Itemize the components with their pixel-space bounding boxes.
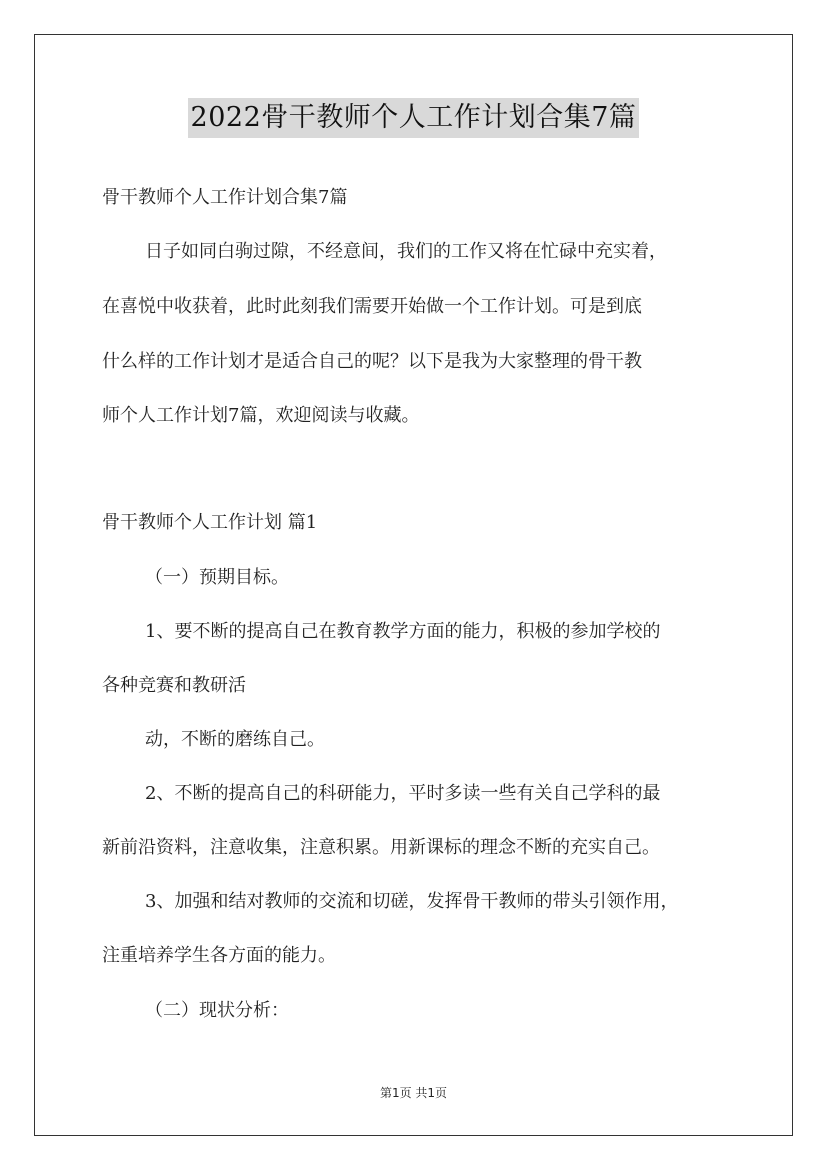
body-line-5: 2、不断的提高自己的科研能力，平时多读一些有关自己学科的最 [145,783,661,804]
body-line-8: 注重培养学生各方面的能力。 [102,945,336,966]
document-subtitle: 骨干教师个人工作计划合集7篇 [102,187,348,208]
intro-line-1: 日子如同白驹过隙，不经意间，我们的工作又将在忙碌中充实着， [145,241,667,262]
body-line-2: 1、要不断的提高自己在教育教学方面的能力，积极的参加学校的 [145,621,661,642]
title-container [0,98,827,138]
page-footer: 第1页 共1页 [379,1086,448,1100]
intro-line-4: 师个人工作计划7篇，欢迎阅读与收藏。 [102,405,420,426]
body-line-6: 新前沿资料，注意收集，注意积累。用新课标的理念不断的充实自己。 [102,837,660,858]
body-line-1: （一）预期目标。 [145,567,289,588]
intro-line-2: 在喜悦中收获着，此时此刻我们需要开始做一个工作计划。可是到底 [102,296,642,317]
body-line-4: 动，不断的磨练自己。 [145,729,325,750]
section-heading: 骨干教师个人工作计划 篇1 [102,512,318,533]
intro-line-3: 什么样的工作计划才是适合自己的呢？以下是我为大家整理的骨干教 [102,351,642,372]
body-line-3: 各种竞赛和教研活 [102,675,246,696]
body-line-9: （二）现状分析： [145,1000,289,1021]
body-line-7: 3、加强和结对教师的交流和切磋，发挥骨干教师的带头引领作用， [145,891,679,912]
document-title: 2022骨干教师个人工作计划合集7篇 [188,98,640,138]
